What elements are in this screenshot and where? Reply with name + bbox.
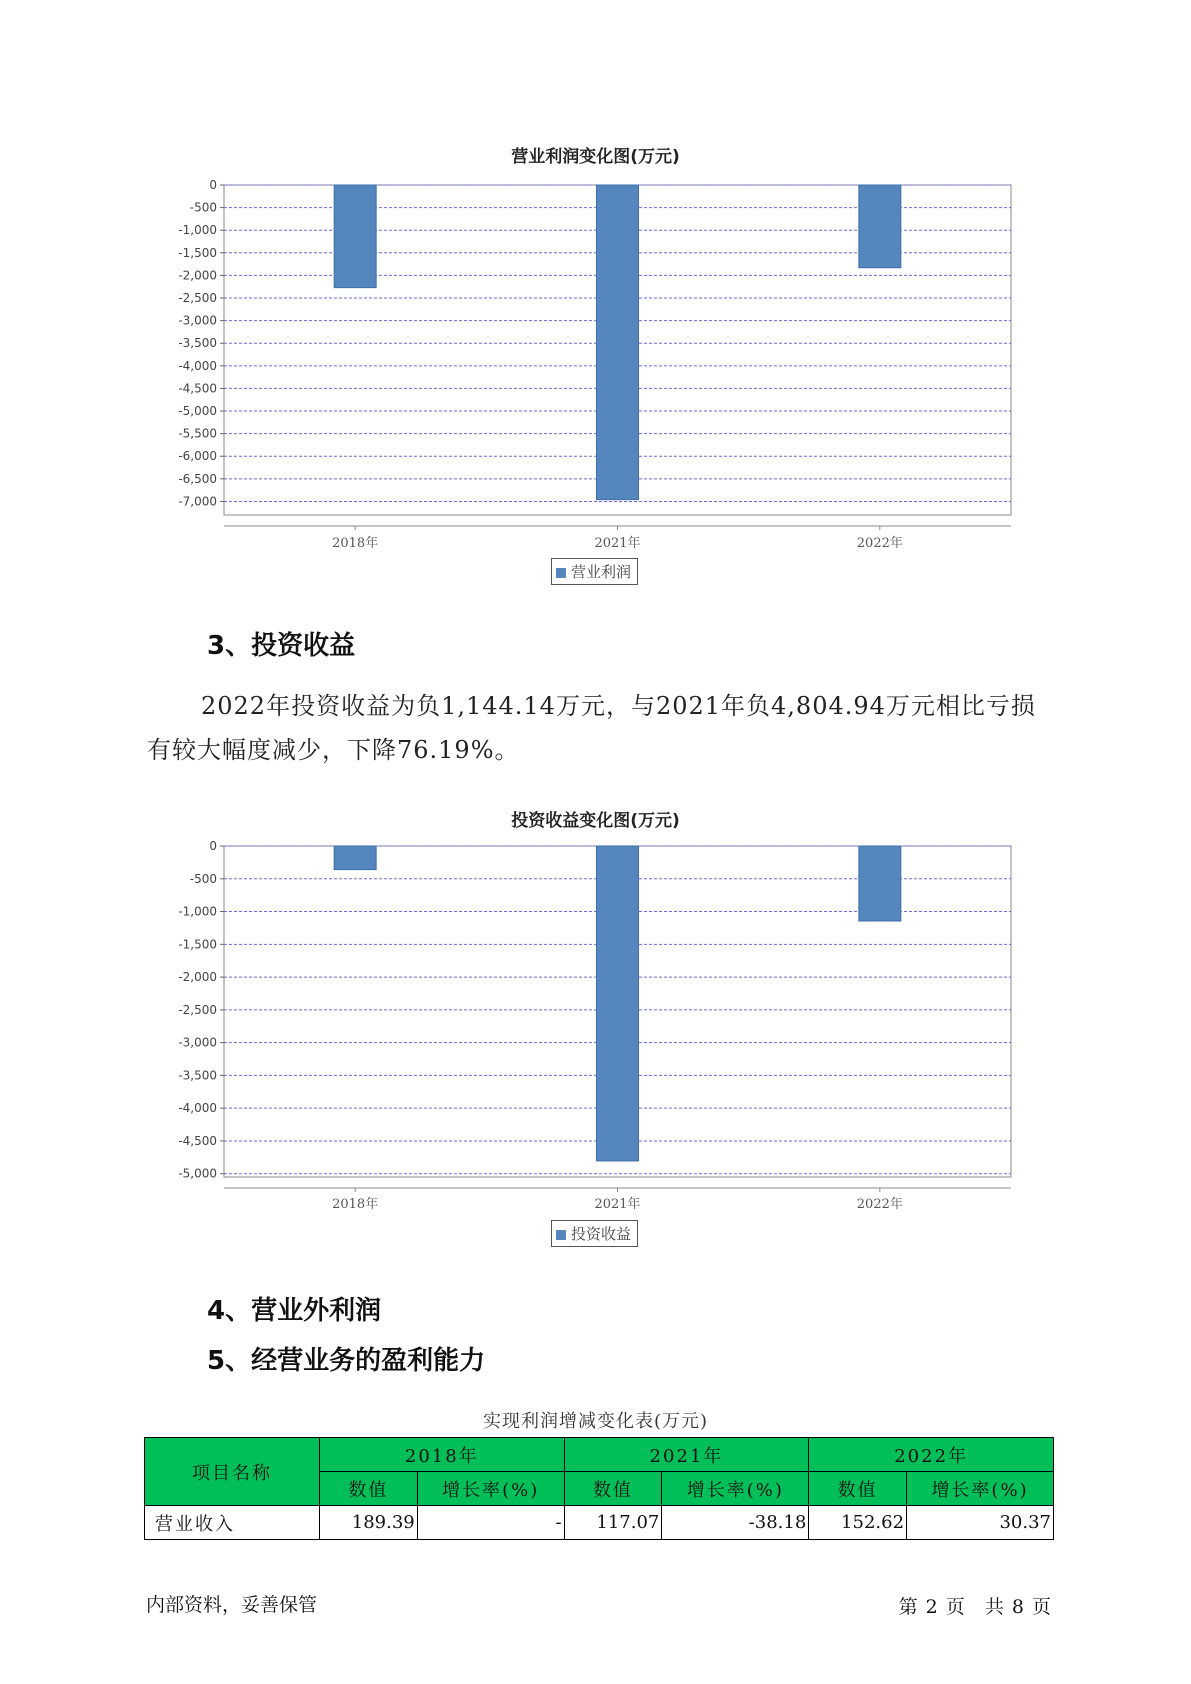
sub-header-value: 数值	[809, 1472, 907, 1506]
page-total-prefix: 共	[984, 1596, 1004, 1618]
x-tick-label: 2018年	[332, 1197, 379, 1212]
y-tick-label: -6,500	[178, 471, 217, 486]
sub-header-growth: 增长率(%)	[907, 1472, 1054, 1506]
section-3-paragraph: 2022年投资收益为负1,144.14万元，与2021年负4,804.94万元相比亏损有较大幅度减少，下降76.19%。	[147, 692, 1036, 764]
page-current: 2	[925, 1596, 938, 1618]
y-tick-label: -2,000	[178, 268, 217, 283]
y-tick-label: -4,000	[178, 1101, 217, 1116]
y-tick-label: 0	[209, 178, 217, 192]
section-3-heading: 3、投资收益	[207, 631, 356, 661]
y-tick-label: -7,000	[178, 494, 217, 509]
footer-page-number	[895, 1592, 1055, 1619]
section-5-heading: 5、经营业务的盈利能力	[207, 1346, 486, 1376]
cell-value: 189.39	[320, 1506, 418, 1540]
table-row	[145, 1506, 1054, 1540]
y-tick-label: -3,500	[178, 1068, 217, 1083]
cell-value: 117.07	[564, 1506, 662, 1540]
y-tick-label: -500	[189, 871, 217, 886]
cell-growth: -38.18	[662, 1506, 809, 1540]
section-4-heading: 4、营业外利润	[207, 1296, 382, 1326]
bar	[859, 185, 901, 268]
x-tick-label: 2021年	[594, 1197, 641, 1212]
y-tick-label: -4,500	[178, 381, 217, 396]
cell-growth: -	[417, 1506, 564, 1540]
y-tick-label: -1,000	[178, 223, 217, 238]
x-tick-label: 2022年	[856, 1197, 903, 1212]
y-tick-label: -1,500	[178, 245, 217, 260]
y-tick-label: -2,500	[178, 1002, 217, 1017]
y-tick-label: -3,500	[178, 336, 217, 351]
bar	[597, 846, 639, 1161]
x-tick-label: 2018年	[332, 536, 379, 551]
legend-investment-income	[551, 1220, 638, 1247]
y-tick-label: -6,000	[178, 449, 217, 464]
col-header-year: 2021年	[564, 1438, 809, 1472]
row-label: 营业收入	[145, 1506, 320, 1540]
chart-title-operating-profit: 营业利润变化图(万元)	[511, 147, 680, 167]
sub-header-value: 数值	[320, 1472, 418, 1506]
page-suffix: 页	[1031, 1596, 1051, 1618]
cell-growth: 30.37	[907, 1506, 1054, 1540]
y-tick-label: -3,000	[178, 1035, 217, 1050]
bar	[334, 846, 376, 870]
legend-operating-profit	[551, 558, 638, 585]
page-mid: 页	[945, 1596, 965, 1618]
bar	[334, 185, 376, 288]
chart-title-investment-income: 投资收益变化图(万元)	[511, 811, 680, 831]
y-tick-label: -5,000	[178, 1166, 217, 1181]
legend-label: 营业利润	[571, 563, 632, 581]
y-tick-label: 0	[209, 839, 217, 853]
col-header-year: 2018年	[320, 1438, 565, 1472]
legend-swatch	[556, 568, 566, 578]
bar	[859, 846, 901, 921]
legend-swatch	[556, 1230, 566, 1240]
footer-confidential-note: 内部资料，妥善保管	[146, 1594, 318, 1616]
y-tick-label: -4,000	[178, 358, 217, 373]
sub-header-growth: 增长率(%)	[417, 1472, 564, 1506]
y-tick-label: -2,500	[178, 291, 217, 306]
y-tick-label: -5,500	[178, 426, 217, 441]
investment-income-bar-chart	[0, 826, 1191, 1212]
y-tick-label: -3,000	[178, 313, 217, 328]
table-title: 实现利润增减变化表(万元)	[482, 1411, 709, 1432]
y-tick-label: -2,000	[178, 970, 217, 985]
page-total: 8	[1011, 1596, 1024, 1618]
cell-value: 152.62	[809, 1506, 907, 1540]
y-tick-label: -1,500	[178, 937, 217, 952]
x-tick-label: 2022年	[856, 536, 903, 551]
y-tick-label: -5,000	[178, 404, 217, 419]
x-tick-label: 2021年	[594, 536, 641, 551]
sub-header-value: 数值	[564, 1472, 662, 1506]
col-header-year: 2022年	[809, 1438, 1054, 1472]
bar	[597, 185, 639, 500]
y-tick-label: -1,000	[178, 904, 217, 919]
sub-header-growth: 增长率(%)	[662, 1472, 809, 1506]
profit-change-table	[144, 1437, 1054, 1540]
y-tick-label: -4,500	[178, 1133, 217, 1148]
legend-label: 投资收益	[571, 1225, 632, 1243]
page-prefix: 第	[898, 1596, 918, 1618]
col-header-item: 项目名称	[145, 1438, 320, 1506]
y-tick-label: -500	[189, 200, 217, 215]
operating-profit-bar-chart	[0, 160, 1191, 551]
